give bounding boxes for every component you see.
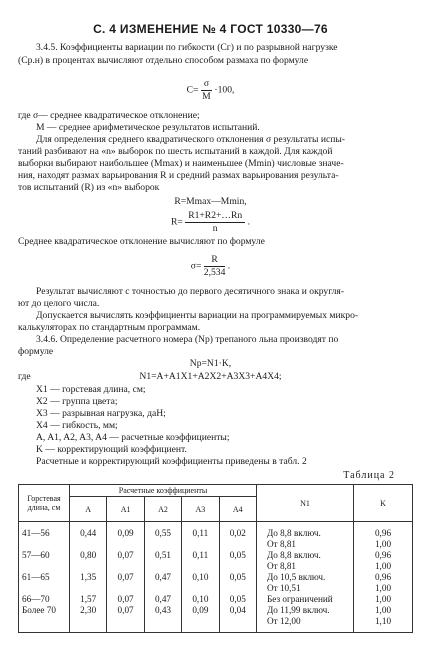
where-mean: M — среднее арифметическое результатов испытаний.: [36, 122, 260, 133]
formula-fraction: [185, 210, 245, 235]
cell-a1: 0,07: [107, 572, 144, 594]
cell-a: 0,44: [70, 522, 107, 551]
formula-denominator: M: [202, 91, 211, 102]
cell-line: 1,00: [374, 594, 392, 604]
cell-line: 1,10: [374, 616, 392, 626]
para-result-line1: Результат вычисляют с точностью до первого десятичного знака и округля-: [36, 286, 345, 297]
cell-n1: [257, 522, 354, 551]
header-a4: A4: [219, 497, 256, 522]
cell-a: 1,57: [70, 594, 107, 605]
table-body: [19, 522, 413, 633]
cell-line: От 8,81: [267, 561, 297, 571]
cell-a3: 0,10: [182, 594, 219, 605]
cell-a4: 0,04: [219, 605, 256, 633]
cell-a3: 0,11: [182, 522, 219, 551]
cell-line: От 12,00: [267, 616, 301, 626]
cell-n1: [257, 572, 354, 594]
formula-numerator: R1+R2+…Rn: [185, 210, 245, 223]
cell-k: [354, 605, 413, 633]
cell-line: До 8,8 включ.: [267, 528, 321, 538]
cell-a3: 0,10: [182, 572, 219, 594]
definition-x2: X2 — группа цвета;: [36, 396, 118, 407]
cell-k: [354, 572, 413, 594]
cell-line: 1,00: [374, 583, 392, 593]
formula-tail: .: [247, 216, 251, 228]
cell-len: Более 70: [19, 605, 70, 633]
para-345-line2: (Cр.н) в процентах вычисляют отдельно способом размаха по формуле: [18, 55, 309, 66]
header-n1: N1: [257, 485, 354, 522]
para-346-line2: формуле: [18, 346, 54, 357]
cell-a4: 0,02: [219, 522, 256, 551]
para-result-line2: ют до целого числа.: [18, 298, 100, 309]
cell-a: 2,30: [70, 605, 107, 633]
formula-numerator: R: [204, 254, 226, 267]
cell-a2: 0,43: [144, 605, 181, 633]
cell-len: 57—60: [19, 550, 70, 572]
header-a2: A2: [144, 497, 181, 522]
cell-line: 0,96: [374, 528, 392, 538]
formula-n1: N1=A+A1X1+A2X2+A3X3+A4X4;: [139, 371, 282, 382]
cell-a1: 0,07: [107, 594, 144, 605]
cell-line: 1,00: [374, 561, 392, 571]
header-coefficients: Расчетные коэффициенты: [70, 485, 257, 497]
cell-a3: 0,11: [182, 550, 219, 572]
cell-line: До 11,99 включ.: [267, 605, 330, 615]
cell-a4: 0,05: [219, 594, 256, 605]
cell-a2: 0,47: [144, 572, 181, 594]
cell-line: 1,00: [374, 539, 392, 549]
formula-range: R=Mmax—Mmin,: [174, 196, 247, 207]
para-table-ref: Расчетные и корректирующий коэффициенты приведены в табл. 2: [36, 456, 307, 467]
cell-a2: 0,51: [144, 550, 181, 572]
para-sigma-line1: Для определения среднего квадратического отклонения σ результаты испы-: [36, 134, 346, 145]
formula-fraction: [204, 254, 226, 279]
header-a3: A3: [182, 497, 219, 522]
cell-a: 1,35: [70, 572, 107, 594]
cell-line: До 8,8 включ.: [267, 550, 321, 560]
definition-x1: X1 — горстевая длина, см;: [36, 384, 146, 395]
formula-mean-range: [0, 210, 421, 235]
definition-coefficients: A, A1, A2, A3, A4 — расчетные коэффициенты;: [36, 432, 230, 443]
definition-x4: X4 — гибкость, мм;: [36, 420, 118, 431]
formula-denominator: 2,534: [203, 267, 226, 278]
header-a: A: [70, 497, 107, 522]
cell-line: 1,00: [374, 605, 392, 615]
cell-a: 0,80: [70, 550, 107, 572]
formula-fraction: [201, 78, 212, 103]
table-row: [19, 550, 413, 572]
formula-lhs: C=: [186, 84, 199, 96]
para-std: Среднее квадратическое отклонение вычисляют по формуле: [18, 236, 265, 247]
cell-k: [354, 594, 413, 605]
cell-line: От 8,81: [267, 539, 297, 549]
where-sigma: где σ— среднее квадратическое отклонение;: [18, 110, 200, 121]
cell-a2: 0,55: [144, 522, 181, 551]
coefficients-table: [18, 484, 413, 633]
cell-len: 41—56: [19, 522, 70, 551]
header-k: K: [354, 485, 413, 522]
cell-line: От 10,51: [267, 583, 301, 593]
formula-tail: .: [227, 260, 231, 272]
formula-lhs: R=: [170, 216, 183, 228]
cell-line: Без ограничений: [267, 594, 333, 604]
formula-std: [0, 254, 421, 279]
cell-k: [354, 550, 413, 572]
table-row: [19, 605, 413, 633]
para-sigma-line2: таний разбивают на «n» выборок по шесть испытаний в каждой. Для каждой: [18, 146, 333, 157]
cell-line: До 10,5 включ.: [267, 572, 326, 582]
definition-k: K — корректирующий коэффициент.: [36, 444, 187, 455]
formula-numerator: σ: [201, 78, 212, 91]
formula-tail: ·100,: [214, 84, 235, 96]
para-calc-line2: калькуляторах по стандартным программам.: [18, 322, 201, 333]
cell-a2: 0,47: [144, 594, 181, 605]
cell-n1: [257, 605, 354, 633]
para-sigma-line5: тов испытаний (R) из «n» выборок: [18, 182, 160, 193]
cell-a4: 0,05: [219, 572, 256, 594]
definition-x3: X3 — разрывная нагрузка, даН;: [36, 408, 166, 419]
cell-len: 61—65: [19, 572, 70, 594]
formula-number: Nр=N1·K,: [189, 358, 232, 369]
header-a1: A1: [107, 497, 144, 522]
formula-where: где: [18, 371, 31, 382]
cell-n1: [257, 594, 354, 605]
cell-len: 66—70: [19, 594, 70, 605]
page-header: С. 4 ИЗМЕНЕНИЕ № 4 ГОСТ 10330—76: [93, 22, 328, 36]
para-346-line1: 3.4.6. Определение расчетного номера (Nр) трепаного льна производят по: [36, 334, 339, 345]
para-sigma-line4: ния, находят размах варьирования R и средний размах варьирования результа-: [18, 170, 339, 181]
table-row: [19, 572, 413, 594]
para-calc-line1: Допускается вычислять коэффициенты вариации на программируемых микро-: [36, 310, 359, 321]
cell-a1: 0,07: [107, 605, 144, 633]
cell-line: 0,96: [374, 572, 392, 582]
para-sigma-line3: выборки выбирают наибольшее (Mmax) и наименьшее (Mmin) числовые значе-: [18, 158, 344, 169]
formula-variation: [0, 78, 421, 103]
table-caption: Таблица 2: [343, 470, 395, 481]
cell-a4: 0,05: [219, 550, 256, 572]
formula-denominator: n: [212, 223, 218, 234]
table-row: [19, 594, 413, 605]
cell-a3: 0,09: [182, 605, 219, 633]
formula-lhs: σ=: [190, 260, 202, 272]
para-345-line1: 3.4.5. Коэффициенты вариации по гибкости (Cг) и по разрывной нагрузке: [36, 42, 338, 53]
header-length: Горстевая длина, см: [19, 485, 70, 522]
cell-k: [354, 522, 413, 551]
cell-a1: 0,09: [107, 522, 144, 551]
cell-a1: 0,07: [107, 550, 144, 572]
cell-n1: [257, 550, 354, 572]
cell-line: 0,96: [374, 550, 392, 560]
table-row: [19, 522, 413, 551]
